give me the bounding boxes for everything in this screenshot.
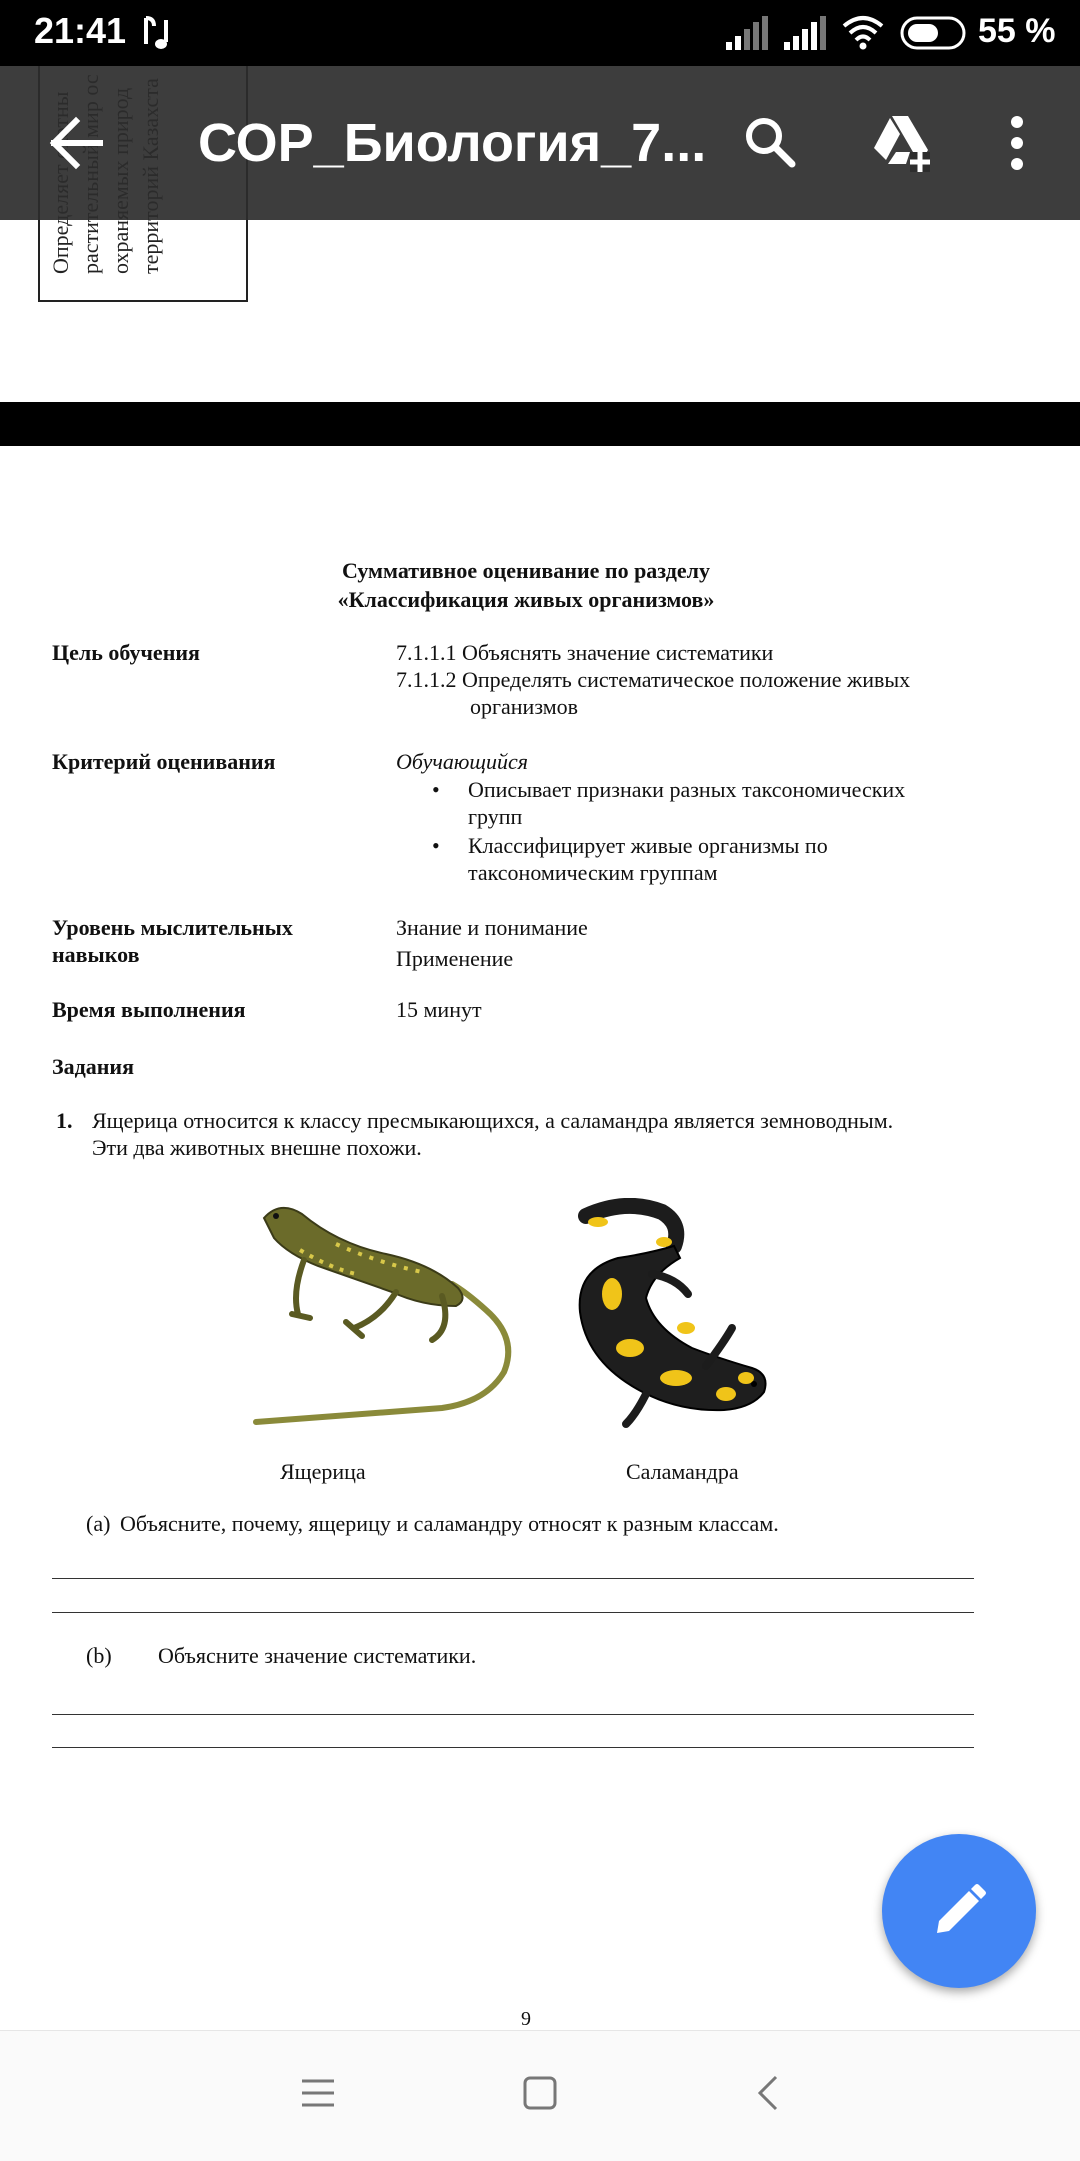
lizard-image <box>246 1188 546 1428</box>
salamander-image <box>556 1198 786 1434</box>
criteria-intro: Обучающийся <box>396 749 529 774</box>
criteria-bullet: таксономическим группам <box>468 860 718 885</box>
more-vert-icon[interactable] <box>1002 114 1032 172</box>
status-bar <box>0 0 1080 66</box>
criteria-label: Критерий оценивания <box>52 749 276 774</box>
music-note-icon <box>142 14 178 52</box>
document-title: СОР_Биология_7... <box>198 113 707 173</box>
signal-icon <box>726 16 770 50</box>
goal-item: 7.1.1.1 Объяснять значение систематики <box>396 640 774 665</box>
back-chevron-icon[interactable] <box>752 2075 788 2111</box>
question-a-text: Объясните, почему, ящерицу и саламандру относят к разным классам. <box>120 1511 779 1536</box>
document-heading: «Классификация живых организмов» <box>337 587 715 612</box>
skills-label: Уровень мыслительных <box>52 915 293 940</box>
task-number: 1. <box>56 1108 73 1133</box>
goal-label: Цель обучения <box>52 640 200 665</box>
task-text: Эти два животных внешне похожи. <box>92 1135 422 1160</box>
battery-percentage: 55 % <box>978 12 1056 50</box>
criteria-bullet: Классифицирует живые организмы по <box>468 833 828 858</box>
time-label: Время выполнения <box>52 997 246 1022</box>
tasks-heading: Задания <box>52 1054 134 1079</box>
question-b-text: Объясните значение систематики. <box>158 1643 477 1668</box>
goal-item: 7.1.1.2 Определять систематическое положение живых <box>396 667 911 692</box>
drive-add-icon[interactable] <box>870 112 934 172</box>
status-time: 21:41 <box>34 10 127 51</box>
app-bar <box>0 66 1080 220</box>
search-icon[interactable] <box>742 114 798 170</box>
home-square-icon[interactable] <box>522 2075 558 2111</box>
question-a-label: (a) <box>86 1511 111 1536</box>
skills-label: навыков <box>52 942 140 967</box>
criteria-bullet: Описывает признаки разных таксономических <box>468 777 906 802</box>
navigation-bar <box>0 2030 1080 2161</box>
caption-salamander: Саламандра <box>626 1459 739 1484</box>
criteria-bullet: групп <box>468 804 523 829</box>
skills-value: Знание и понимание <box>396 915 588 940</box>
answer-line <box>52 1747 974 1748</box>
back-arrow-icon[interactable] <box>48 114 106 172</box>
task-text: Ящерица относится к классу пресмыкающихся, а саламандра является земноводным. <box>92 1108 894 1133</box>
bullet-icon: • <box>432 833 440 858</box>
skills-value: Применение <box>396 946 514 971</box>
bullet-icon: • <box>432 777 440 802</box>
answer-line <box>52 1578 974 1579</box>
caption-lizard: Ящерица <box>280 1459 366 1484</box>
menu-icon[interactable] <box>300 2075 336 2111</box>
question-b-label: (b) <box>86 1643 112 1668</box>
page-divider <box>0 402 1080 446</box>
answer-line <box>52 1612 974 1613</box>
battery-icon <box>900 16 968 50</box>
time-value: 15 минут <box>396 997 482 1022</box>
document-heading: Суммативное оценивание по разделу <box>342 558 710 583</box>
answer-line <box>52 1714 974 1715</box>
wifi-icon <box>842 14 884 50</box>
goal-item: организмов <box>470 694 579 719</box>
signal-icon <box>784 16 828 50</box>
page-number: 9 <box>521 2008 531 2030</box>
edit-fab-button[interactable] <box>882 1834 1036 1988</box>
pencil-icon <box>929 1881 989 1941</box>
